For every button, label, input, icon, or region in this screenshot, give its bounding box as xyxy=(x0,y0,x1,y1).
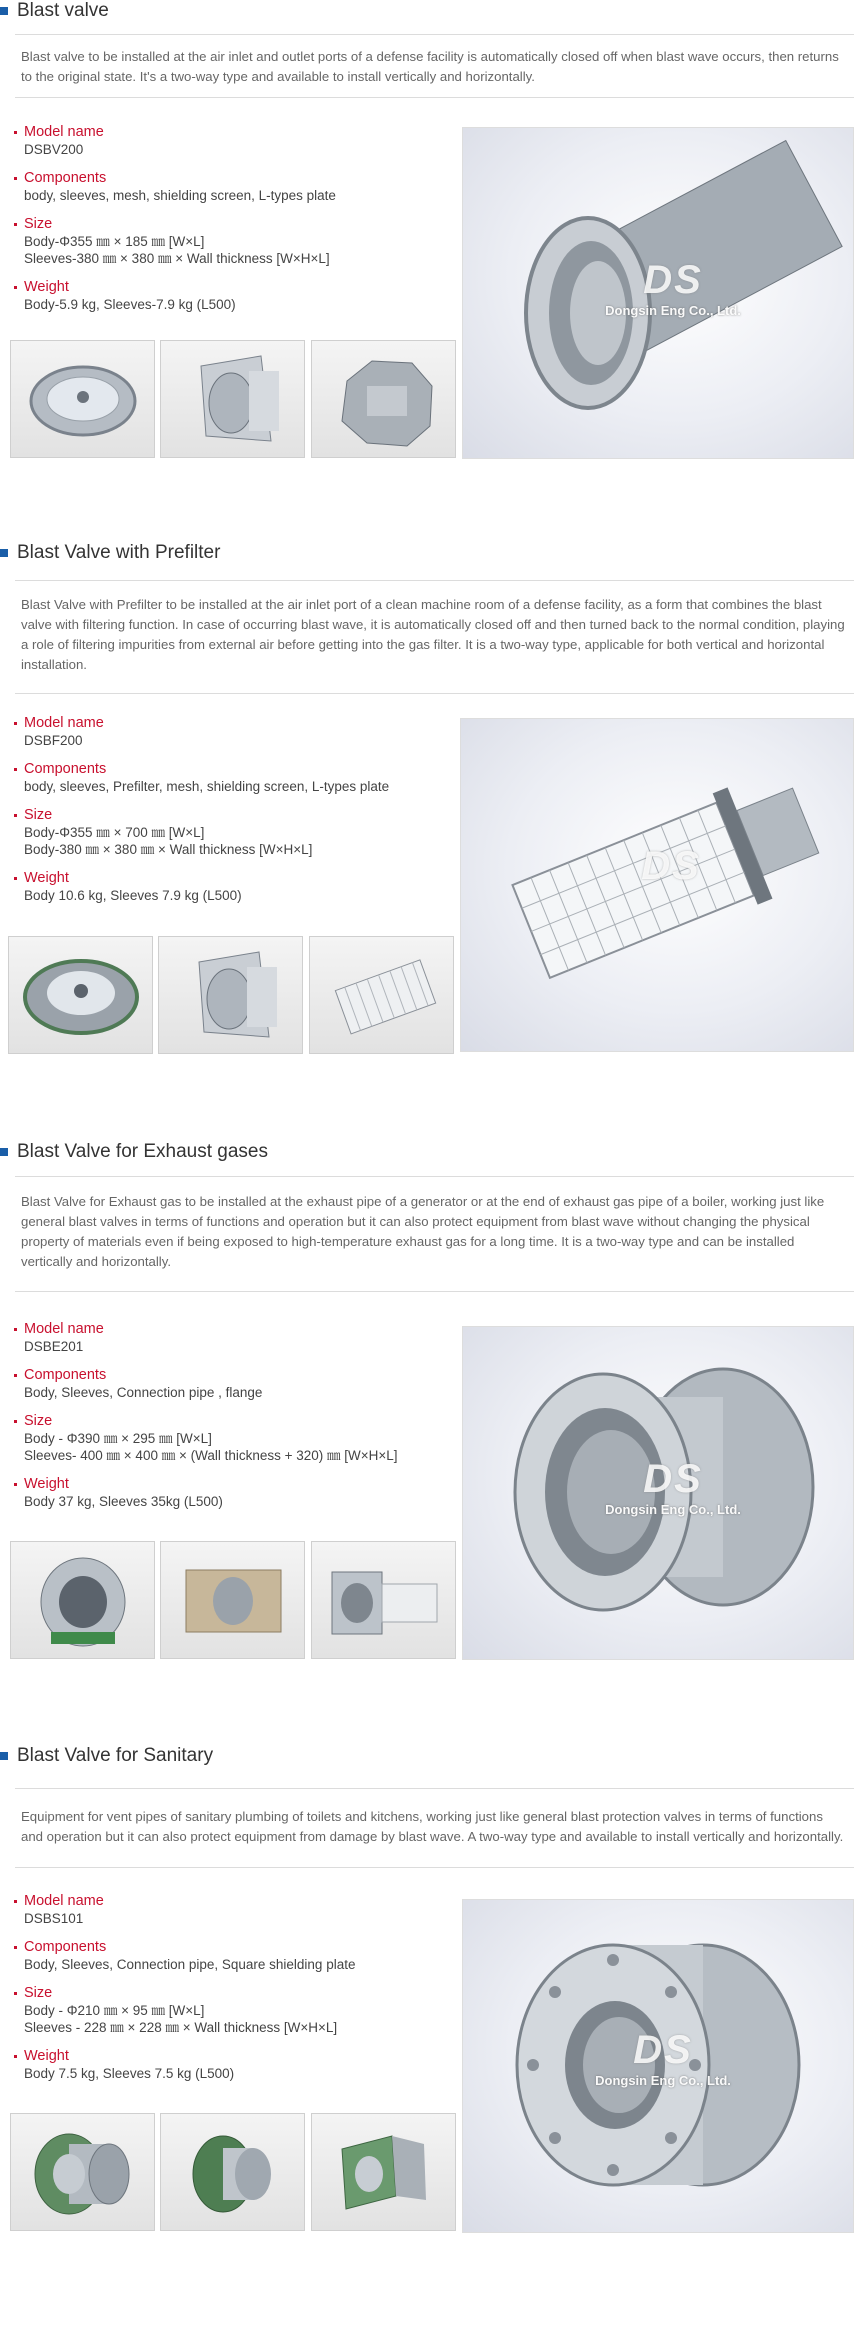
product-thumbnail[interactable] xyxy=(309,936,454,1054)
spec-components: Components body, sleeves, Prefilter, mesh, shielding screen, L-types plate xyxy=(14,761,444,795)
bullet-dot-icon xyxy=(14,1946,17,1949)
spec-list xyxy=(14,715,444,916)
watermark: DS xyxy=(641,844,701,888)
spec-components: Components body, sleeves, mesh, shielding screen, L-types plate xyxy=(14,170,444,204)
product-section-blast-valve-exhaust xyxy=(0,1141,854,1661)
spec-list xyxy=(14,1893,444,2094)
product-main-image xyxy=(462,127,854,459)
spec-model: Model name DSBE201 xyxy=(14,1321,444,1355)
spec-size: Size Body-Φ355 ㎜ × 700 ㎜ [W×L] Body-380 ㎜ × 380 ㎜ × Wall thickness [W×H×L] xyxy=(14,807,444,858)
section-description: Equipment for vent pipes of sanitary plumbing of toilets and kitchens, working just like general blast protection valves in terms of functions and operation but it can also protect equipment from damage by blast wave. A two-way type and available to install vertically and horizontally. xyxy=(15,1788,854,1868)
bullet-dot-icon xyxy=(14,1374,17,1377)
bullet-dot-icon xyxy=(14,1992,17,1995)
product-section-blast-valve-prefilter xyxy=(0,542,854,1062)
product-main-image xyxy=(462,1326,854,1660)
section-title: Blast Valve for Sanitary xyxy=(0,1745,213,1767)
bullet-dot-icon xyxy=(14,177,17,180)
section-title: Blast valve xyxy=(0,0,109,22)
spec-components: Components Body, Sleeves, Connection pipe, Square shielding plate xyxy=(14,1939,444,1973)
bullet-dot-icon xyxy=(14,286,17,289)
product-thumbnail[interactable] xyxy=(160,2113,305,2231)
spec-size: Size Body-Φ355 ㎜ × 185 ㎜ [W×L] Sleeves-380 ㎜ × 380 ㎜ × Wall thickness [W×H×L] xyxy=(14,216,444,267)
spec-size: Size Body - Φ390 ㎜ × 295 ㎜ [W×L] Sleeves- 400 ㎜ × 400 ㎜ × (Wall thickness + 320) ㎜ [W×H×L] xyxy=(14,1413,444,1464)
spec-list xyxy=(14,124,444,325)
square-bullet-icon xyxy=(0,1148,8,1156)
square-bullet-icon xyxy=(0,7,8,15)
spec-model: Model name DSBS101 xyxy=(14,1893,444,1927)
section-description: Blast Valve for Exhaust gas to be installed at the exhaust pipe of a generator or at the end of exhaust gas pipe of a boiler, working just like general blast valves in terms of functions and operation but it can also protect equipment from blast wave without changing the physical property of materials even if being exposed to high-temperature exhaust gas for a long time. It is a two-way type and can be installed vertically and horizontally. xyxy=(15,1176,854,1292)
product-thumbnail[interactable] xyxy=(311,340,456,458)
bullet-dot-icon xyxy=(14,768,17,771)
product-thumbnail[interactable] xyxy=(160,340,305,458)
product-thumbnail[interactable] xyxy=(311,1541,456,1659)
spec-weight: Weight Body 7.5 kg, Sleeves 7.5 kg (L500) xyxy=(14,2048,444,2082)
section-description: Blast valve to be installed at the air inlet and outlet ports of a defense facility is automatically closed off when blast wave occurs, then returns to the original state. It's a two-way type and available to install vertically and horizontally. xyxy=(15,34,854,98)
product-thumbnail[interactable] xyxy=(158,936,303,1054)
spec-weight: Weight Body-5.9 kg, Sleeves-7.9 kg (L500) xyxy=(14,279,444,313)
bullet-dot-icon xyxy=(14,223,17,226)
section-title: Blast Valve with Prefilter xyxy=(0,542,220,564)
section-description: Blast Valve with Prefilter to be installed at the air inlet port of a clean machine room of a defense facility, as a form that combines the blast valve with filtering function. In case of occurring blast wave, it is automatically closed off and then turned back to the normal condition, playing a role of filtering impurities from external air before getting into the gas filter. It is a two-way type, applicable for both vertical and horizontal installation. xyxy=(15,580,854,694)
watermark: DS Dongsin Eng Co., Ltd. xyxy=(605,258,741,318)
product-thumbnail[interactable] xyxy=(311,2113,456,2231)
spec-size: Size Body - Φ210 ㎜ × 95 ㎜ [W×L] Sleeves - 228 ㎜ × 228 ㎜ × Wall thickness [W×H×L] xyxy=(14,1985,444,2036)
spec-list xyxy=(14,1321,444,1522)
bullet-dot-icon xyxy=(14,2055,17,2058)
square-bullet-icon xyxy=(0,1752,8,1760)
product-main-image xyxy=(462,1899,854,2233)
bullet-dot-icon xyxy=(14,877,17,880)
bullet-dot-icon xyxy=(14,131,17,134)
watermark: DS Dongsin Eng Co., Ltd. xyxy=(595,2028,731,2088)
product-thumbnail[interactable] xyxy=(10,1541,155,1659)
product-thumbnail[interactable] xyxy=(160,1541,305,1659)
product-main-image xyxy=(460,718,854,1052)
bullet-dot-icon xyxy=(14,1483,17,1486)
section-title: Blast Valve for Exhaust gases xyxy=(0,1141,268,1163)
bullet-dot-icon xyxy=(14,814,17,817)
spec-components: Components Body, Sleeves, Connection pipe , flange xyxy=(14,1367,444,1401)
bullet-dot-icon xyxy=(14,1420,17,1423)
spec-model: Model name DSBV200 xyxy=(14,124,444,158)
product-thumbnail[interactable] xyxy=(10,340,155,458)
product-thumbnail[interactable] xyxy=(10,2113,155,2231)
bullet-dot-icon xyxy=(14,1328,17,1331)
watermark: DS Dongsin Eng Co., Ltd. xyxy=(605,1457,741,1517)
product-section-blast-valve xyxy=(0,0,854,470)
product-thumbnail[interactable] xyxy=(8,936,153,1054)
bullet-dot-icon xyxy=(14,1900,17,1903)
bullet-dot-icon xyxy=(14,722,17,725)
spec-model: Model name DSBF200 xyxy=(14,715,444,749)
square-bullet-icon xyxy=(0,549,8,557)
spec-weight: Weight Body 10.6 kg, Sleeves 7.9 kg (L500) xyxy=(14,870,444,904)
product-section-blast-valve-sanitary xyxy=(0,1745,854,2245)
spec-weight: Weight Body 37 kg, Sleeves 35kg (L500) xyxy=(14,1476,444,1510)
